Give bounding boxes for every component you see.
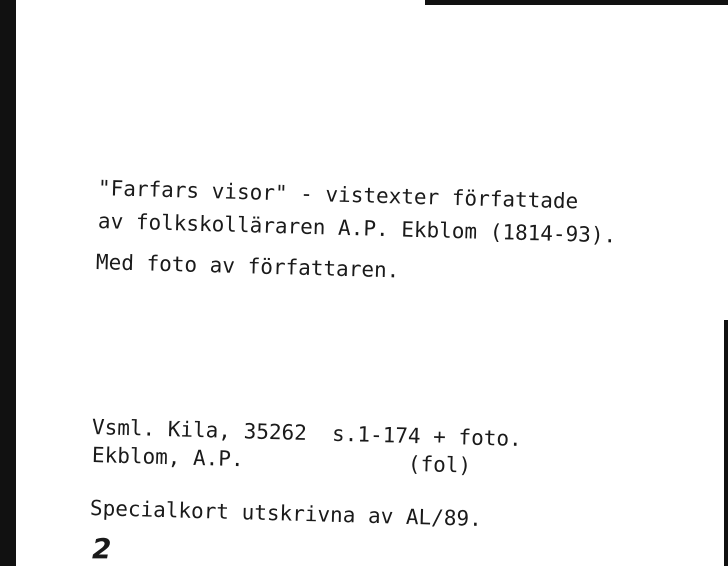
footer-note: Specialkort utskrivna av AL/89. [89,496,483,531]
photo-note: Med foto av författaren. [95,250,400,283]
handwritten-card-number: 2 [92,532,112,565]
shelf-location-line: Vsml. Kila, 35262 s.1-174 + foto. [91,415,523,451]
scan-border-left [0,0,16,566]
catalog-card [16,0,724,566]
author-format-line: Ekblom, A.P. (fol) [91,443,472,478]
title-line-2: av folkskolläraren A.P. Ekblom (1814-93). [97,209,617,248]
title-line-1: "Farfars visor" - vistexter författade [97,176,579,214]
scan-border-right [724,320,728,566]
